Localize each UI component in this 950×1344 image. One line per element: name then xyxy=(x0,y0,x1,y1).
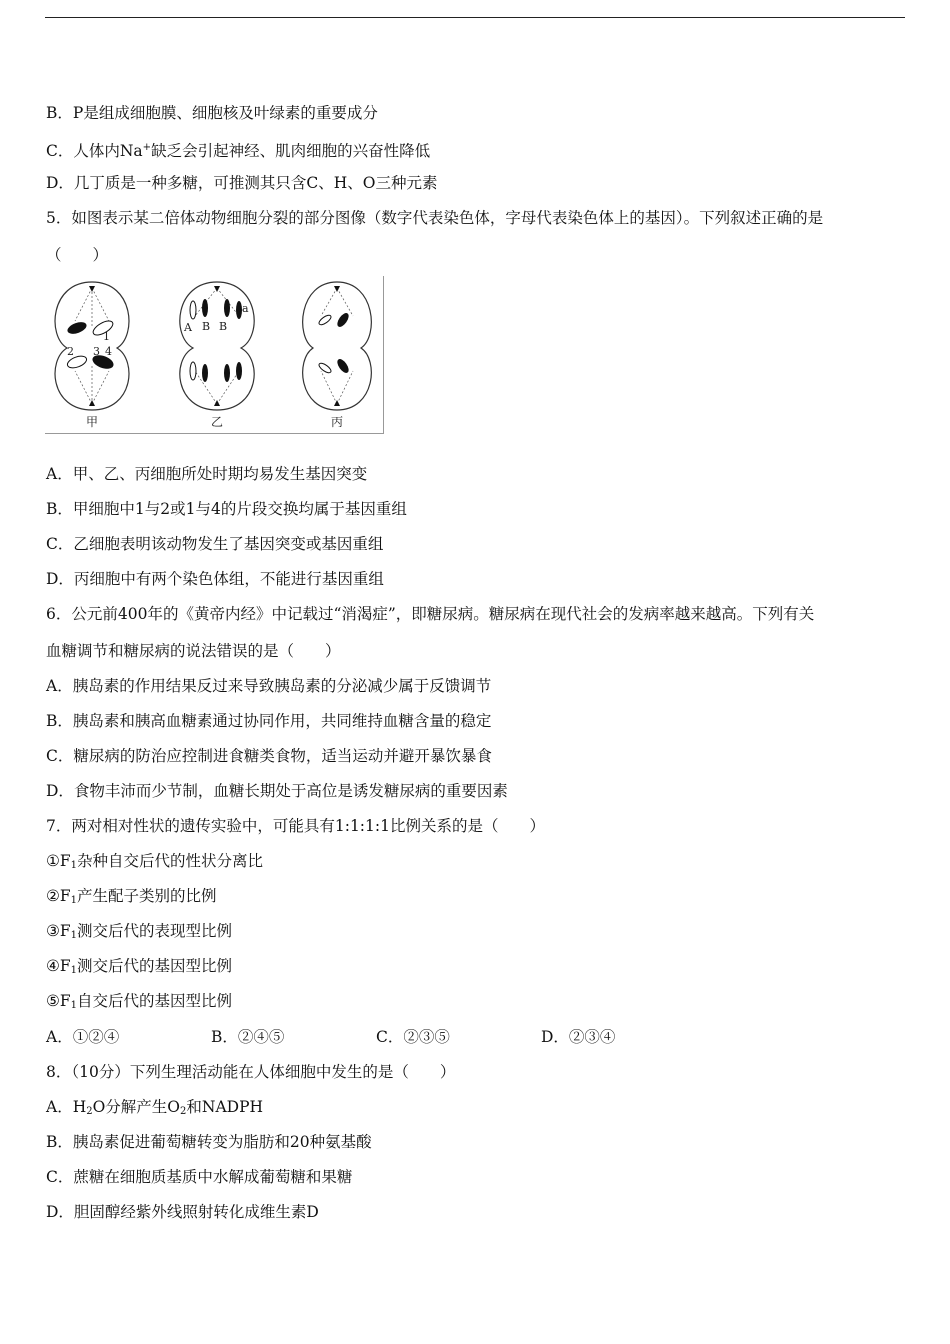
q7-item-5: $⑤F_1$自交后代的基因型比例 xyxy=(46,992,233,1011)
q7-choice-b: B．②④⑤ xyxy=(211,1028,285,1046)
q5-stem: 5．如图表示某二倍体动物细胞分裂的部分图像（数字代表染色体，字母代表染色体上的基因）。下列叙述正确的是 xyxy=(46,209,824,227)
cell-division-figure xyxy=(45,276,384,434)
gene-label-a: a xyxy=(242,302,249,315)
chromosome-1 xyxy=(66,320,88,336)
cell-label-bing: 丙 xyxy=(331,415,344,429)
cell-label-yi: 乙 xyxy=(211,415,224,429)
q7-item-2: $②F_1$产生配子类别的比例 xyxy=(46,887,217,906)
q6-stem: 6．公元前400年的《黄帝内经》中记载过“消渴症”，即糖尿病。糖尿病在现代社会的发病率越来越高。下列有关 xyxy=(46,605,815,623)
q4-option-d: D．几丁质是一种多糖，可推测其只含C、H、O三种元素 xyxy=(46,174,438,192)
chromosome-label-1: 1 xyxy=(103,330,110,343)
cell-bing-outline xyxy=(303,282,372,410)
q6-option-b: B．胰岛素和胰高血糖素通过协同作用，共同维持血糖含量的稳定 xyxy=(46,712,492,730)
q5-option-c: C．乙细胞表明该动物发生了基因突变或基因重组 xyxy=(46,535,384,553)
q7-choice-c: C．②③⑤ xyxy=(376,1028,450,1046)
gene-label-A: A xyxy=(184,321,192,334)
q8-option-b: B．胰岛素促进葡萄糖转变为脂肪和20种氨基酸 xyxy=(46,1133,372,1151)
q4-option-c: C．人体内Na+缺乏会引起神经、肌肉细胞的兴奋性降低 xyxy=(46,142,431,160)
q8-option-a: A．$H_2O$分解产生$O_2$和NADPH xyxy=(46,1098,264,1117)
q6-option-d: D．食物丰沛而少节制，血糖长期处于高位是诱发糖尿病的重要因素 xyxy=(46,782,508,800)
q7-choice-a: A．①②④ xyxy=(46,1028,120,1046)
q5-option-a: A．甲、乙、丙细胞所处时期均易发生基因突变 xyxy=(46,465,368,483)
q7-item-4: $④F_1$测交后代的基因型比例 xyxy=(46,957,233,976)
q7-choice-d: D．②③④ xyxy=(541,1028,616,1046)
cell-division-diagram xyxy=(45,276,383,433)
chromosome-label-3: 3 xyxy=(93,345,100,358)
q5-stem-bracket: （ ） xyxy=(46,246,109,264)
gene-label-B1: B xyxy=(202,320,211,333)
q8-option-d: D．胆固醇经紫外线照射转化成维生素D xyxy=(46,1203,319,1221)
q6-stem-cont: 血糖调节和糖尿病的说法错误的是（ ） xyxy=(46,642,341,660)
chromosome-label-4: 4 xyxy=(105,345,112,358)
chromosome-label-2: 2 xyxy=(67,345,74,358)
q8-stem: 8．（10分）下列生理活动能在人体细胞中发生的是（ ） xyxy=(46,1063,456,1081)
q7-item-1: $①F_1$杂种自交后代的性状分离比 xyxy=(46,852,264,871)
cell-label-jia: 甲 xyxy=(86,415,99,429)
q7-item-3: $③F_1$测交后代的表现型比例 xyxy=(46,922,233,941)
q5-option-d: D．丙细胞中有两个染色体组，不能进行基因重组 xyxy=(46,570,384,588)
q6-option-a: A．胰岛素的作用结果反过来导致胰岛素的分泌减少属于反馈调节 xyxy=(46,677,492,695)
q4-option-b: B．P是组成细胞膜、细胞核及叶绿素的重要成分 xyxy=(46,104,378,122)
header-rule xyxy=(45,17,905,18)
q5-option-b: B．甲细胞中1与2或1与4的片段交换均属于基因重组 xyxy=(46,500,407,518)
q7-stem: 7．两对相对性状的遗传实验中，可能具有1:1:1:1比例关系的是（ ） xyxy=(46,817,545,835)
q8-option-c: C．蔗糖在细胞质基质中水解成葡萄糖和果糖 xyxy=(46,1168,353,1186)
q6-option-c: C．糖尿病的防治应控制进食糖类食物，适当运动并避开暴饮暴食 xyxy=(46,747,492,765)
q7-choices xyxy=(46,1027,706,1047)
gene-label-B2: B xyxy=(219,320,228,333)
